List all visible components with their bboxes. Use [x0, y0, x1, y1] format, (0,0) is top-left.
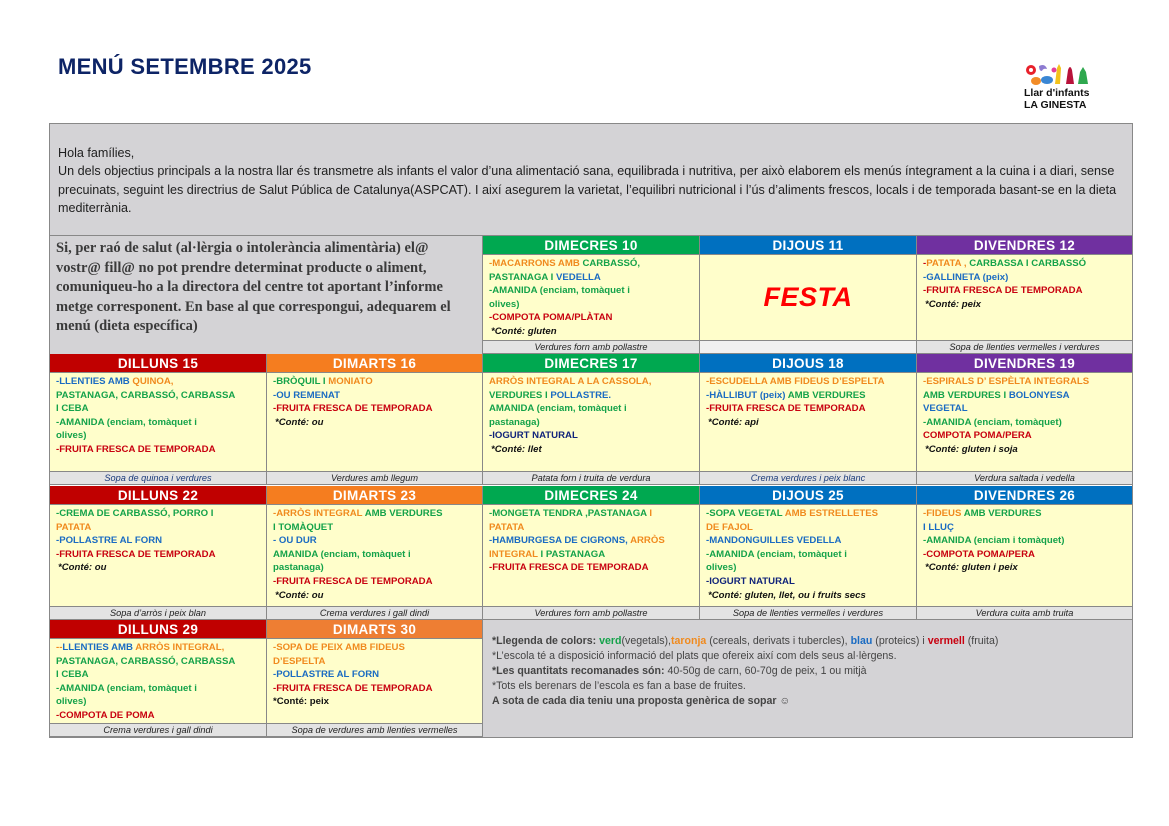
- menu-item: -FRUITA FRESCA DE TEMPORADA: [56, 548, 216, 560]
- menu-item: -MACARRONS AMB CARBASSÓ,: [489, 258, 641, 269]
- day-cell-d11: [700, 236, 917, 354]
- day-menu: [700, 505, 916, 607]
- day-menu: [50, 505, 266, 607]
- dinner-suggestion: Crema verdures i gall dindi: [50, 724, 266, 737]
- day-cell-d24: [483, 486, 700, 620]
- menu-item: -FRUITA FRESCA DE TEMPORADA: [489, 562, 649, 574]
- day-header: DIJOUS 11: [700, 236, 916, 255]
- allergens-note: *Conté: gluten i soja: [925, 443, 1018, 455]
- menu-item: -COMPOTA DE POMA: [56, 709, 155, 721]
- day-cell-d19: [917, 354, 1132, 485]
- dinner-suggestion: [700, 341, 916, 354]
- day-menu: [267, 373, 482, 472]
- day-cell-d26: [917, 486, 1132, 620]
- day-cell-d15: [50, 354, 267, 485]
- day-header: DIVENDRES 12: [917, 236, 1132, 255]
- logo-illustration: [1024, 62, 1104, 86]
- menu-item: PASTANAGA, CARBASSÓ, CARBASSA: [56, 655, 236, 667]
- color-legend: [483, 620, 1132, 737]
- menu-item: -FRUITA FRESCA DE TEMPORADA: [923, 285, 1083, 297]
- menu-item: -FRUITA FRESCA DE TEMPORADA: [273, 575, 433, 587]
- allergens-note: *Conté: llet: [491, 443, 542, 455]
- day-header: DIVENDRES 26: [917, 486, 1132, 505]
- menu-item: -POLLASTRE AL FORN: [56, 535, 163, 547]
- menu-item: -FRUITA FRESCA DE TEMPORADA: [706, 403, 866, 415]
- menu-item: -ARRÒS INTEGRAL AMB VERDURES: [273, 508, 443, 519]
- menu-item: -AMANIDA (enciam, tomàquet i: [56, 682, 197, 694]
- intro-text: [50, 124, 1132, 236]
- menu-item: -FRUITA FRESCA DE TEMPORADA: [273, 682, 433, 694]
- dinner-suggestion: Sopa de llenties vermelles i verdures: [917, 341, 1132, 354]
- day-cell-d29: [50, 620, 267, 737]
- menu-item: olives): [706, 562, 737, 574]
- menu-item: -FRUITA FRESCA DE TEMPORADA: [273, 403, 433, 415]
- day-header: DILLUNS 15: [50, 354, 266, 373]
- day-menu: [917, 373, 1132, 472]
- day-header: DIMECRES 17: [483, 354, 699, 373]
- menu-item: *Conté: peix: [273, 696, 329, 708]
- holiday-label: FESTA: [763, 281, 853, 312]
- day-menu: [50, 373, 266, 472]
- menu-item: pastanaga): [489, 416, 540, 428]
- allergens-note: *Conté: gluten i peix: [925, 562, 1018, 574]
- menu-item: -MONGETA TENDRA ,PASTANAGA I: [489, 508, 653, 519]
- logo-animals-icon: [1024, 62, 1100, 86]
- menu-item: AMANIDA (enciam, tomàquet i: [273, 548, 411, 560]
- day-menu: [267, 639, 482, 724]
- legend-dinner-note: A sota de cada dia teniu una proposta genèrica de sopar ☺: [492, 695, 791, 707]
- day-cell-d22: [50, 486, 267, 620]
- menu-item: PATATA: [489, 521, 525, 533]
- dinner-suggestion: Verdures forn amb pollastre: [483, 607, 699, 620]
- menu-item: -MANDONGUILLES VEDELLA: [706, 535, 842, 547]
- menu-item: AMB VERDURES I BOLONYESA: [923, 389, 1070, 401]
- menu-item: ARRÒS INTEGRAL A LA CASSOLA,: [489, 376, 652, 387]
- day-cell-d18: [700, 354, 917, 485]
- menu-item: -IOGURT NATURAL: [706, 575, 795, 587]
- menu-item: I LLUÇ: [923, 521, 954, 533]
- dinner-suggestion: Verdura saltada i vedella: [917, 472, 1132, 485]
- day-header: DIJOUS 18: [700, 354, 916, 373]
- day-menu: [700, 373, 916, 472]
- legend-allergens-info: *L’escola té a disposició informació del plats que ofereix així com dels seus al·lèrgens.: [492, 650, 897, 662]
- dinner-suggestion: Sopa de verdures amb llenties vermelles: [267, 724, 482, 737]
- day-header: DIMARTS 30: [267, 620, 482, 639]
- dinner-suggestion: Verdures amb llegum: [267, 472, 482, 485]
- menu-item: -BRÒQUIL I MONIATO: [273, 376, 373, 387]
- day-menu: [50, 639, 266, 724]
- menu-item: - OU DUR: [273, 535, 317, 547]
- legend-snacks: *Tots els berenars de l’escola es fan a base de fruites.: [492, 680, 746, 692]
- allergens-note: *Conté: ou: [275, 416, 324, 428]
- dinner-suggestion: Sopa de quinoa i verdures: [50, 472, 266, 485]
- allergens-note: *Conté: ou: [58, 562, 107, 574]
- day-header: DILLUNS 29: [50, 620, 266, 639]
- dinner-suggestion: Verdures forn amb pollastre: [483, 341, 699, 354]
- menu-item: -ESCUDELLA AMB FIDEUS D’ESPELTA: [706, 376, 885, 387]
- menu-item: olives): [489, 298, 520, 310]
- dinner-suggestion: Sopa d’arròs i peix blan: [50, 607, 266, 620]
- menu-item: PATATA: [56, 521, 92, 533]
- menu-item: -ESPIRALS D’ ESPÈLTA INTEGRALS: [923, 376, 1090, 387]
- menu-item: -POLLASTRE AL FORN: [273, 669, 380, 681]
- day-header: DIVENDRES 19: [917, 354, 1132, 373]
- day-menu: [267, 505, 482, 607]
- day-header: DIMECRES 10: [483, 236, 699, 255]
- menu-item: -COMPOTA POMA/PLÀTAN: [489, 312, 613, 324]
- menu-item: DE FAJOL: [706, 521, 753, 533]
- day-cell-d23: [267, 486, 483, 620]
- allergy-note: Si, per raó de salut (al·lèrgia o intolerància alimentària) el@ vostr@ fill@ no pot prendre determinat producte o aliment, comuniqueu-ho a la directora del centre tot aportant l’informe metge corresponent. En base al que correspongui, adequarem el menú (dieta específica): [50, 236, 483, 354]
- menu-item: -COMPOTA POMA/PERA: [923, 548, 1035, 560]
- day-menu: [917, 255, 1132, 341]
- allergens-note: *Conté: gluten, llet, ou i fruits secs: [708, 589, 866, 601]
- day-menu: [483, 505, 699, 607]
- logo-line1: Llar d'infants: [1024, 87, 1090, 99]
- menu-item: -SOPA DE PEIX AMB FIDEUS: [273, 642, 405, 653]
- day-cell-d30: [267, 620, 483, 737]
- menu-item: -SOPA VEGETAL AMB ESTRELLETES: [706, 508, 878, 519]
- intro-body: Un dels objectius principals a la nostra llar és transmetre als infants el valor d’una alimentació sana, equilibrada i nutritiva, per això elaborem els menús íntegrament a la cuina i a diari, sense precuinats, seguint les directrius de Salut Pública de Catalunya(ASPCAT). I així asegurem la varietat, l’equilibri nutricional i l’ús d’aliments frescos, locals i de temporada basant-se en la dieta mediterrània.: [58, 164, 1117, 216]
- menu-item: -PATATA , CARBASSA I CARBASSÓ: [923, 258, 1087, 269]
- legend-quantities: *Les quantitats recomanades són: 40-50g de carn, 60-70g de peix, 1 ou mitjà: [492, 665, 867, 677]
- school-logo: [1024, 62, 1104, 112]
- day-header: DIMECRES 24: [483, 486, 699, 505]
- day-header: DIJOUS 25: [700, 486, 916, 505]
- day-cell-d16: [267, 354, 483, 485]
- intro-greeting: Hola famílies,: [58, 146, 135, 160]
- day-menu: [917, 505, 1132, 607]
- menu-item: -GALLINETA (peix): [923, 271, 1009, 283]
- menu-item: VEGETAL: [923, 403, 968, 415]
- menu-item: -HÀLLIBUT (peix) AMB VERDURES: [706, 389, 866, 401]
- day-menu: [483, 255, 699, 341]
- allergens-note: *Conté: ou: [275, 589, 324, 601]
- legend-colors: *Llegenda de colors: verd(vegetals),taronja (cereals, derivats i tubercles), blau (proteics) i vermell (fruita): [492, 635, 999, 647]
- menu-item: -HAMBURGESA DE CIGRONS, ARRÒS: [489, 535, 665, 547]
- menu-item: D’ESPELTA: [273, 655, 326, 667]
- menu-item: I CEBA: [56, 403, 89, 415]
- menu-item: -OU REMENAT: [273, 389, 340, 401]
- menu-item: -FRUITA FRESCA DE TEMPORADA: [56, 443, 216, 455]
- menu-item: -AMANIDA (enciam, tomàquet i: [56, 416, 197, 428]
- dinner-suggestion: Verdura cuita amb truita: [917, 607, 1132, 620]
- dinner-suggestion: Crema verdures i gall dindi: [267, 607, 482, 620]
- menu-item: -AMANIDA (enciam i tomàquet): [923, 535, 1065, 547]
- menu-item: PASTANAGA I VEDELLA: [489, 271, 601, 283]
- menu-item: -AMANIDA (enciam, tomàquet): [923, 416, 1062, 428]
- menu-item: I TOMÀQUET: [273, 521, 334, 533]
- menu-item: PASTANAGA, CARBASSÓ, CARBASSA: [56, 389, 236, 401]
- day-cell-d12: [917, 236, 1132, 354]
- menu-item: -IOGURT NATURAL: [489, 430, 578, 442]
- day-cell-d17: [483, 354, 700, 485]
- menu-item: I CEBA: [56, 669, 89, 681]
- menu-item: olives): [56, 696, 87, 708]
- allergens-note: *Conté: api: [708, 416, 759, 428]
- menu-table: [49, 123, 1133, 738]
- menu-item: --LLENTIES AMB ARRÒS INTEGRAL,: [56, 642, 225, 653]
- menu-item: -AMANIDA (enciam, tomàquet i: [489, 285, 630, 297]
- dinner-suggestion: Crema verdures i peix blanc: [700, 472, 916, 485]
- day-menu: [700, 255, 916, 341]
- day-header: DIMARTS 23: [267, 486, 482, 505]
- menu-item: VERDURES I POLLASTRE.: [489, 389, 612, 401]
- allergens-note: *Conté: gluten: [491, 325, 557, 337]
- menu-item: INTEGRAL I PASTANAGA: [489, 548, 606, 560]
- day-cell-d10: [483, 236, 700, 354]
- dinner-suggestion: Sopa de llenties vermelles i verdures: [700, 607, 916, 620]
- logo-line2: LA GINESTA: [1024, 99, 1087, 111]
- menu-item: COMPOTA POMA/PERA: [923, 430, 1032, 442]
- menu-item: pastanaga): [273, 562, 324, 574]
- dinner-suggestion: Patata forn i truita de verdura: [483, 472, 699, 485]
- page-title: MENÚ SETEMBRE 2025: [58, 54, 312, 79]
- day-menu: [483, 373, 699, 472]
- menu-item: olives): [56, 430, 87, 442]
- menu-item: -LLENTIES AMB QUINOA,: [56, 376, 174, 387]
- menu-item: -AMANIDA (enciam, tomàquet i: [706, 548, 847, 560]
- day-header: DILLUNS 22: [50, 486, 266, 505]
- allergens-note: *Conté: peix: [925, 298, 981, 310]
- menu-item: AMANIDA (enciam, tomàquet i: [489, 403, 627, 415]
- menu-item: -CREMA DE CARBASSÓ, PORRO I: [56, 508, 214, 519]
- day-cell-d25: [700, 486, 917, 620]
- menu-item: -FIDEUS AMB VERDURES: [923, 508, 1042, 519]
- day-header: DIMARTS 16: [267, 354, 482, 373]
